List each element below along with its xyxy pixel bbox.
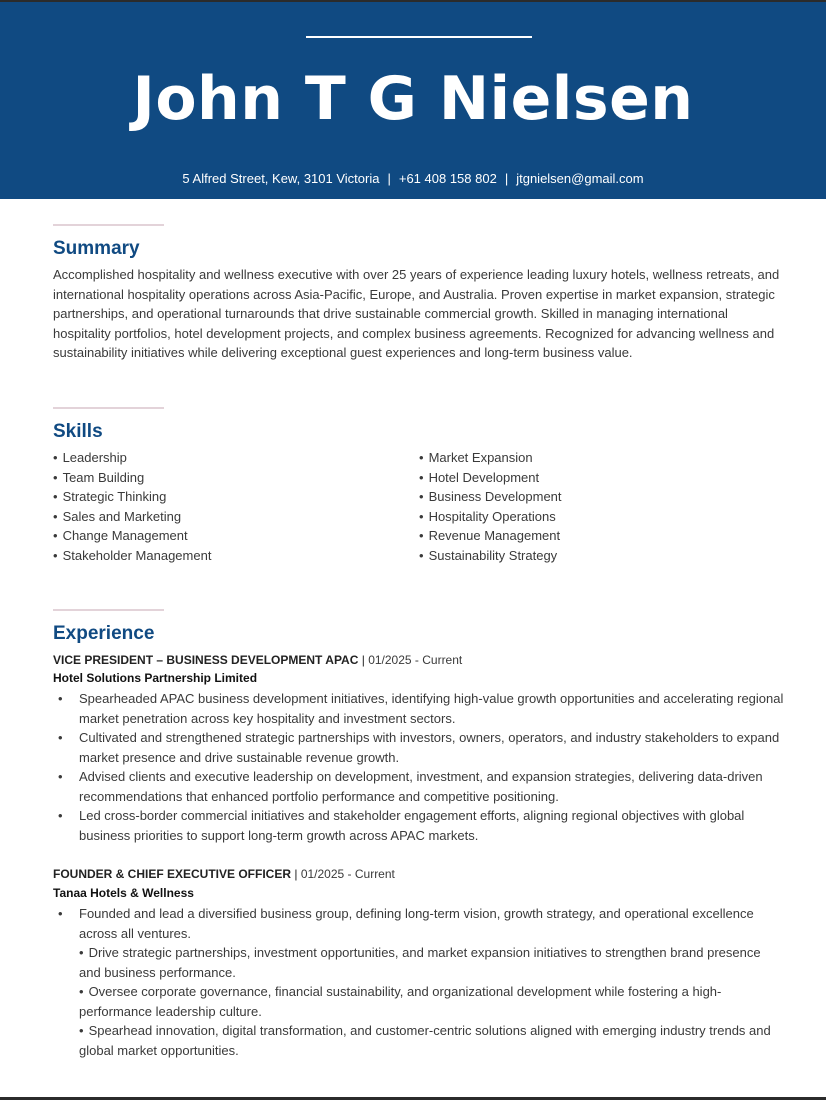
contact-line xyxy=(0,170,826,188)
contact-separator: | xyxy=(387,171,391,186)
job-sub-bullet: • Spearhead innovation, digital transformation, and customer-centric solutions aligned with emerging industry trends and global market opportunities. xyxy=(79,1021,779,1060)
skill-item: • Stakeholder Management xyxy=(53,546,211,566)
skills-list-left xyxy=(53,448,211,565)
summary-text: Accomplished hospitality and wellness executive with over 25 years of experience leading luxury hotels, wellness retreats, and international hospitality operations across Asia-Pacific, Europe, and Australia. Proven expertise in market expansion, strategic partnerships, and operational turnarounds that drive sustainable commercial growth. Skilled in managing international hospitality portfolios, hotel development projects, and complex business agreements. Recognized for advancing wellness and sustainability initiatives while delivering exceptional guest experiences and long-term business value. xyxy=(53,267,780,360)
job-bullet: • Led cross-border commercial initiatives and stakeholder engagement efforts, aligning regional objectives with global business priorities to support long-term growth across APAC markets. xyxy=(53,806,788,845)
phone: +61 408 158 802 xyxy=(398,171,497,186)
job-separator: | xyxy=(294,867,301,881)
skill-item: • Revenue Management xyxy=(419,526,562,546)
job-bullets xyxy=(53,904,788,943)
job-sub-bullet: • Oversee corporate governance, financial sustainability, and organizational development while fostering a high-performance leadership culture. xyxy=(79,982,779,1021)
job-date: 01/2025 - Current xyxy=(368,653,463,667)
company-name: Hotel Solutions Partnership Limited xyxy=(53,671,258,685)
resume-header xyxy=(0,2,826,199)
job-bullets xyxy=(53,689,788,845)
candidate-name: John T G Nielsen xyxy=(132,64,694,134)
skill-item: • Market Expansion xyxy=(419,448,562,468)
job-title-line xyxy=(53,651,462,669)
skills-list-right xyxy=(419,448,562,565)
job-separator: | xyxy=(361,653,369,667)
skill-item: • Leadership xyxy=(53,448,211,468)
summary-rule xyxy=(53,224,164,226)
skill-item: • Sales and Marketing xyxy=(53,507,211,527)
company-name: Tanaa Hotels & Wellness xyxy=(53,886,194,900)
job-bullet: • Advised clients and executive leadership on development, investment, and expansion strategies, delivering data-driven recommendations that enhanced portfolio performance and competitive positioning. xyxy=(53,767,788,806)
experience-rule xyxy=(53,609,164,611)
experience-heading: Experience xyxy=(53,623,155,644)
skill-item: • Change Management xyxy=(53,526,211,546)
job-title: FOUNDER & CHIEF EXECUTIVE OFFICER xyxy=(53,867,292,881)
contact-separator: | xyxy=(504,171,509,186)
job-bullet: • Cultivated and strengthened strategic partnerships with investors, owners, operators, and industry stakeholders to expand market presence and drive sustainable revenue growth. xyxy=(53,728,788,767)
job-date: 01/2025 - Current xyxy=(300,867,395,881)
skill-item: • Strategic Thinking xyxy=(53,487,211,507)
skills-rule xyxy=(53,407,164,409)
skill-item: • Team Building xyxy=(53,468,211,488)
skill-item: • Hotel Development xyxy=(419,468,562,488)
job-title-line xyxy=(53,865,395,883)
summary-heading: Summary xyxy=(53,238,140,259)
skill-item: • Hospitality Operations xyxy=(419,507,562,527)
header-rule xyxy=(306,36,532,38)
job-bullet: • Spearheaded APAC business development initiatives, identifying high-value growth opportunities and accelerating regional market penetration across key hospitality and investment sectors. xyxy=(53,689,788,728)
address: 5 Alfred Street, Kew, 3101 Victoria xyxy=(182,171,380,186)
skills-heading: Skills xyxy=(53,421,103,442)
skill-item: • Business Development xyxy=(419,487,562,507)
job-sub-bullet: • Drive strategic partnerships, investment opportunities, and market expansion initiatives to strengthen brand presence and business performance. xyxy=(79,943,779,982)
email-link[interactable]: jtgnielsen@gmail.com xyxy=(516,171,644,186)
skill-item: • Sustainability Strategy xyxy=(419,546,562,566)
job-bullet: • Founded and lead a diversified business group, defining long-term vision, growth strategy, and operational excellence across all ventures. xyxy=(53,904,788,943)
job-title: VICE PRESIDENT – BUSINESS DEVELOPMENT APAC xyxy=(53,653,359,667)
job-sub-bullets xyxy=(79,943,779,1060)
